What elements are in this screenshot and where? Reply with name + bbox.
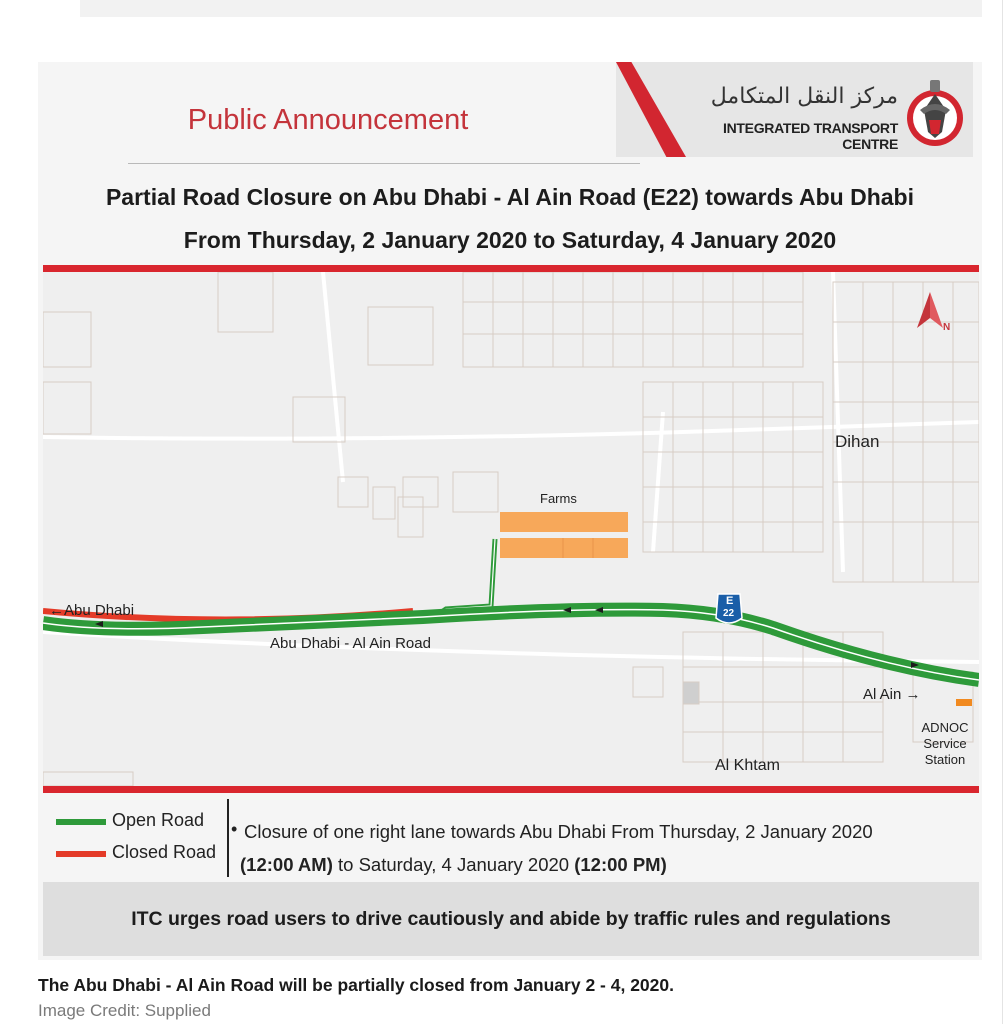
title-underline: [128, 163, 640, 164]
announcement-poster: [38, 62, 982, 960]
closure-dates-heading: From Thursday, 2 January 2020 to Saturday, 4 January 2020: [183, 227, 837, 253]
farms-block-2: [500, 538, 628, 558]
farms-block-1: [500, 512, 628, 532]
closure-start-time: (12:00 AM): [240, 854, 333, 875]
closure-middle: to Saturday, 4 January 2020: [332, 854, 575, 875]
closure-heading: Partial Road Closure on Abu Dhabi - Al Ain Road (E22) towards Abu Dhabi: [105, 184, 915, 210]
farm-parcels-top: [463, 272, 823, 552]
safety-message: ITC urges road users to drive cautiously and abide by traffic rules and regulations: [131, 908, 891, 930]
closure-details: [234, 815, 974, 881]
map-graphic: [43, 272, 979, 786]
al-khtam-label: Al Khtam: [715, 757, 780, 774]
poster-title: Public Announcement: [187, 104, 469, 136]
legend-divider: [227, 799, 229, 877]
closed-road-label: Closed Road: [112, 842, 217, 862]
abu-dhabi-direction-label: [49, 602, 134, 619]
closure-line1: Closure of one right lane towards Abu Dhabi From Thursday, 2 January 2020: [244, 821, 873, 842]
shield-number: 22: [723, 608, 735, 619]
north-arrow-icon: [917, 292, 943, 328]
farms-label: Farms: [540, 491, 577, 506]
al-ain-text: Al Ain: [863, 686, 902, 703]
bullet-icon: •: [231, 819, 238, 839]
abu-dhabi-text: Abu Dhabi: [64, 602, 135, 619]
road-closure-map: [43, 272, 979, 786]
previous-content-strip: [80, 0, 982, 17]
adnoc-line1: ADNOC: [921, 720, 969, 735]
open-road-swatch: [56, 819, 106, 825]
closed-road-swatch: [56, 851, 106, 857]
logo-arabic-text: مركز النقل المتكامل: [710, 84, 898, 109]
image-credit: Image Credit: Supplied: [38, 1001, 211, 1020]
al-ain-direction-label: [863, 686, 921, 703]
dihan-label: Dihan: [835, 432, 880, 451]
left-arrow-icon: ←: [49, 602, 64, 619]
image-caption: The Abu Dhabi - Al Ain Road will be partially closed from January 2 - 4, 2020.: [38, 975, 674, 995]
adnoc-marker: [956, 699, 972, 706]
shield-letter: E: [726, 595, 734, 607]
adnoc-line3: Station: [924, 752, 966, 767]
open-road-label: Open Road: [112, 810, 205, 830]
right-arrow-icon: →: [905, 686, 921, 703]
bottom-red-rule: [43, 786, 979, 793]
logo-english-text: INTEGRATED TRANSPORT CENTRE: [723, 120, 898, 152]
safety-message-box: [43, 882, 979, 956]
page-right-border: [1002, 0, 1003, 1024]
north-label: N: [943, 322, 951, 333]
abu-dhabi-emblem-icon: [902, 76, 968, 152]
adnoc-label: [919, 720, 971, 768]
closure-end-time: (12:00 PM): [574, 854, 667, 875]
road-name-label: Abu Dhabi - Al Ain Road: [270, 635, 431, 652]
top-red-rule: [43, 265, 979, 272]
adnoc-line2: Service: [923, 736, 967, 751]
